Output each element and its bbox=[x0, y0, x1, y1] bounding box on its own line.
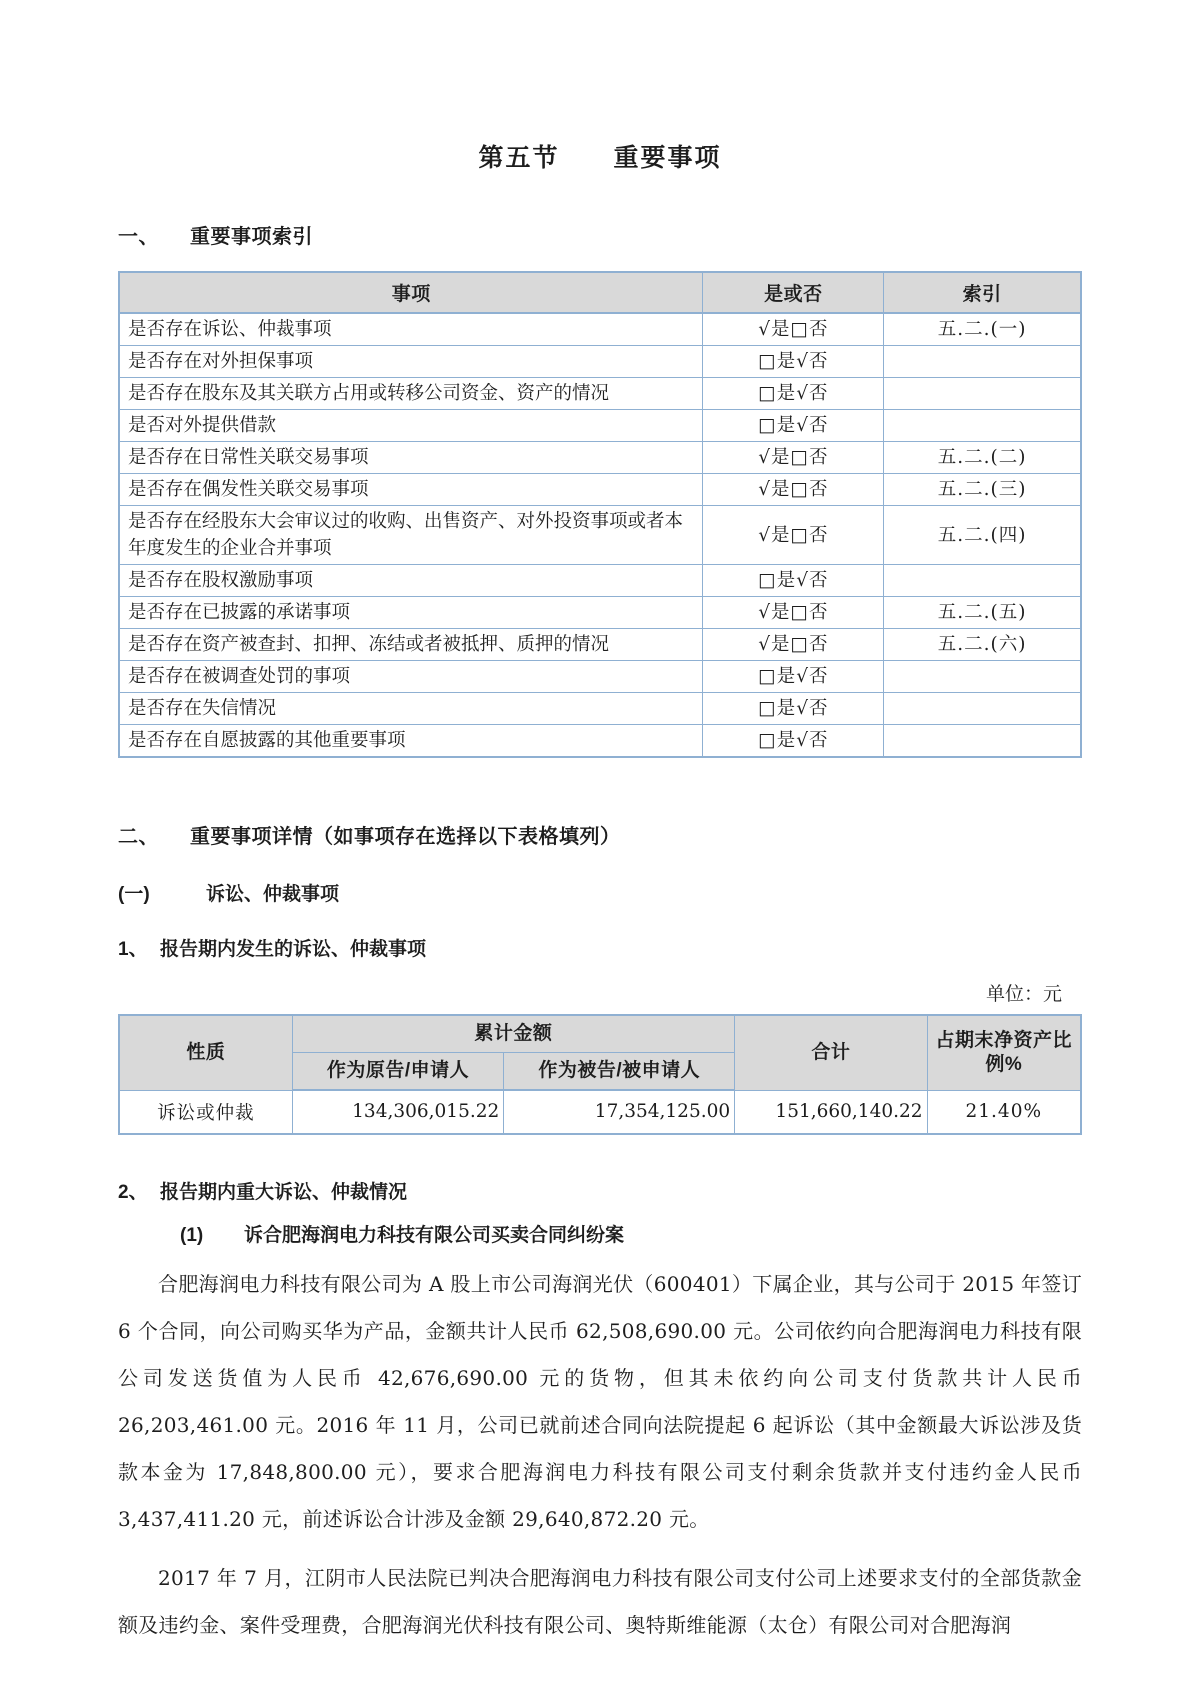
index-table-header-row bbox=[119, 272, 1081, 313]
index-cell: 五.二.(四) bbox=[884, 506, 1081, 565]
matter-cell: 是否存在股东及其关联方占用或转移公司资金、资产的情况 bbox=[119, 378, 703, 410]
index-cell: 五.二.(三) bbox=[884, 474, 1081, 506]
col-header-index: 索引 bbox=[884, 272, 1081, 313]
answer-cell: √是□否 bbox=[703, 442, 884, 474]
major-lawsuit-heading bbox=[118, 1177, 1082, 1204]
plaintiff-amount-cell: 134,306,015.22 bbox=[292, 1090, 504, 1134]
table-row bbox=[119, 725, 1081, 758]
answer-cell: √是□否 bbox=[703, 313, 884, 346]
period-lawsuit-number: 1、 bbox=[118, 939, 148, 960]
col-header-plaintiff: 作为原告/申请人 bbox=[292, 1053, 504, 1091]
case-title: 诉合肥海润电力科技有限公司买卖合同纠纷案 bbox=[244, 1224, 625, 1246]
matter-cell: 是否存在失信情况 bbox=[119, 693, 703, 725]
index-cell bbox=[884, 346, 1081, 378]
matter-cell: 是否存在对外担保事项 bbox=[119, 346, 703, 378]
matter-cell: 是否存在经股东大会审议过的收购、出售资产、对外投资事项或者本年度发生的企业合并事项 bbox=[119, 506, 703, 565]
period-lawsuit-heading bbox=[118, 934, 1082, 961]
section-index-heading bbox=[118, 220, 1082, 249]
period-lawsuit-title: 报告期内发生的诉讼、仲裁事项 bbox=[160, 939, 427, 960]
lawsuit-subheading-title: 诉讼、仲裁事项 bbox=[206, 884, 340, 905]
important-matters-index-table bbox=[118, 271, 1082, 758]
matter-cell: 是否存在股权激励事项 bbox=[119, 565, 703, 597]
matter-cell: 是否存在被调查处罚的事项 bbox=[119, 661, 703, 693]
col-header-cumulative: 累计金额 bbox=[292, 1015, 735, 1053]
col-header-defendant: 作为被告/被申请人 bbox=[504, 1053, 735, 1091]
index-cell bbox=[884, 693, 1081, 725]
matter-cell: 是否存在已披露的承诺事项 bbox=[119, 597, 703, 629]
table-row bbox=[119, 313, 1081, 346]
index-cell: 五.二.(一) bbox=[884, 313, 1081, 346]
answer-cell: √是□否 bbox=[703, 629, 884, 661]
index-cell: 五.二.(二) bbox=[884, 442, 1081, 474]
index-cell bbox=[884, 725, 1081, 758]
defendant-amount-cell: 17,354,125.00 bbox=[504, 1090, 735, 1134]
major-lawsuit-title: 报告期内重大诉讼、仲裁情况 bbox=[160, 1181, 408, 1203]
section-details-heading bbox=[118, 820, 1082, 849]
table-row bbox=[119, 597, 1081, 629]
col-header-nature: 性质 bbox=[119, 1015, 292, 1090]
answer-cell: □是√否 bbox=[703, 410, 884, 442]
amount-table-header-row-1 bbox=[119, 1015, 1081, 1053]
col-header-total: 合计 bbox=[735, 1015, 927, 1090]
case-heading bbox=[180, 1220, 1082, 1247]
answer-cell: □是√否 bbox=[703, 565, 884, 597]
answer-cell: □是√否 bbox=[703, 346, 884, 378]
table-row bbox=[119, 378, 1081, 410]
nature-cell: 诉讼或仲裁 bbox=[119, 1090, 292, 1134]
answer-cell: √是□否 bbox=[703, 506, 884, 565]
table-row bbox=[119, 565, 1081, 597]
answer-cell: √是□否 bbox=[703, 597, 884, 629]
section-index-number: 一、 bbox=[118, 226, 159, 248]
table-row bbox=[119, 474, 1081, 506]
section-index-title: 重要事项索引 bbox=[190, 226, 313, 248]
table-row bbox=[119, 661, 1081, 693]
matter-cell: 是否存在资产被查封、扣押、冻结或者被抵押、质押的情况 bbox=[119, 629, 703, 661]
index-cell bbox=[884, 378, 1081, 410]
index-cell bbox=[884, 410, 1081, 442]
table-row bbox=[119, 693, 1081, 725]
total-amount-cell: 151,660,140.22 bbox=[735, 1090, 927, 1134]
lawsuit-subheading bbox=[118, 879, 1082, 906]
matter-cell: 是否存在自愿披露的其他重要事项 bbox=[119, 725, 703, 758]
case-paragraph: 合肥海润电力科技有限公司为 A 股上市公司海润光伏（600401）下属企业，其与公司于 2015 年签订 6 个合同，向公司购买华为产品，金额共计人民币 62,508,690.00 元。公司依约向合肥海润电力科技有限公司发送货值为人民币 42,676,690.00 元的货物，但其未依约向公司支付货款共计人民币 26,203,461.00 元。2016 年 11 月，公司已就前述合同向法院提起 6 起诉讼（其中金额最大诉讼涉及货款本金为 17,848,800.00 元），要求合肥海润电力科技有限公司支付剩余货款并支付违约金人民币 3,437,411.20 元，前述诉讼合计涉及金额 29,640,872.20 元。 bbox=[118, 1271, 1082, 1531]
major-lawsuit-number: 2、 bbox=[118, 1181, 148, 1203]
case-number: (1) bbox=[180, 1224, 204, 1246]
col-header-yesno: 是或否 bbox=[703, 272, 884, 313]
page-title: 第五节 重要事项 bbox=[478, 144, 722, 172]
index-cell: 五.二.(五) bbox=[884, 597, 1081, 629]
table-row bbox=[119, 506, 1081, 565]
matter-cell: 是否对外提供借款 bbox=[119, 410, 703, 442]
answer-cell: □是√否 bbox=[703, 661, 884, 693]
matter-cell: 是否存在日常性关联交易事项 bbox=[119, 442, 703, 474]
index-cell bbox=[884, 565, 1081, 597]
amount-table-row bbox=[119, 1090, 1081, 1134]
matter-cell: 是否存在偶发性关联交易事项 bbox=[119, 474, 703, 506]
index-cell bbox=[884, 661, 1081, 693]
col-header-ratio: 占期末净资产比例% bbox=[927, 1015, 1081, 1090]
col-header-matter: 事项 bbox=[119, 272, 703, 313]
ratio-cell: 21.40% bbox=[927, 1090, 1081, 1134]
index-cell: 五.二.(六) bbox=[884, 629, 1081, 661]
matter-cell: 是否存在诉讼、仲裁事项 bbox=[119, 313, 703, 346]
answer-cell: □是√否 bbox=[703, 378, 884, 410]
table-row bbox=[119, 629, 1081, 661]
answer-cell: □是√否 bbox=[703, 725, 884, 758]
table-row bbox=[119, 410, 1081, 442]
section-details-title: 重要事项详情（如事项存在选择以下表格填列） bbox=[190, 826, 621, 848]
case-paragraph: 2017 年 7 月，江阴市人民法院已判决合肥海润电力科技有限公司支付公司上述要求支付的全部货款金额及违约金、案件受理费，合肥海润光伏科技有限公司、奥特斯维能源（太仓）有限公司对合肥海润 bbox=[118, 1565, 1082, 1637]
table-row bbox=[119, 442, 1081, 474]
answer-cell: √是□否 bbox=[703, 474, 884, 506]
lawsuit-subheading-number: (一) bbox=[118, 884, 150, 905]
table-row bbox=[119, 346, 1081, 378]
section-details-number: 二、 bbox=[118, 826, 159, 848]
lawsuit-amount-table bbox=[118, 1014, 1082, 1135]
unit-label: 单位：元 bbox=[985, 983, 1062, 1005]
answer-cell: □是√否 bbox=[703, 693, 884, 725]
